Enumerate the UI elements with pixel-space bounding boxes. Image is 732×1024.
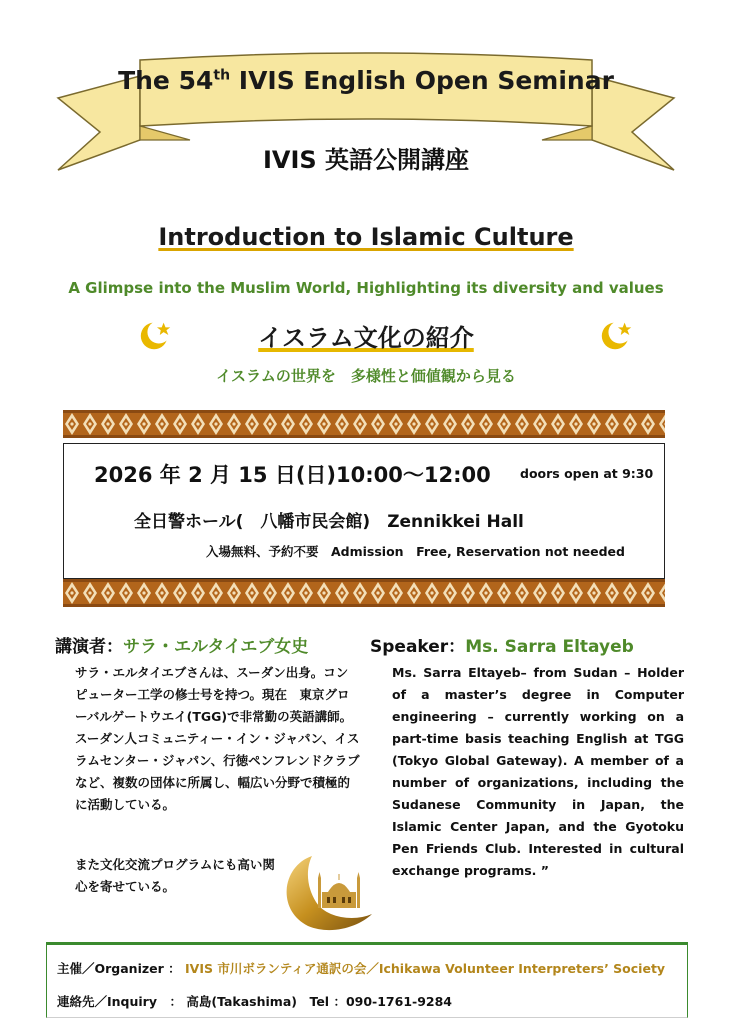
lecture-tagline-en: A Glimpse into the Muslim World, Highlighting its diversity and values xyxy=(68,279,664,297)
speaker-name-jp: サラ・エルタイエブ女史 xyxy=(123,637,309,657)
lecture-title-en: Introduction to Islamic Culture xyxy=(158,223,574,251)
doors-open-time: doors open at 9:30 xyxy=(520,466,654,481)
crescent-star-icon xyxy=(598,316,636,354)
footer-box xyxy=(46,942,688,1018)
speaker-name-en: Ms. Sarra Eltayeb xyxy=(465,637,634,657)
pattern-band-bottom xyxy=(63,579,665,607)
speaker-heading-jp: 講演者：サラ・エルタイエブ女史 xyxy=(55,637,309,657)
event-details-box xyxy=(63,443,665,579)
inquiry-contact: 高島(Takashima) Tel ：090-1761-9284 xyxy=(186,994,452,1009)
crescent-mosque-icon xyxy=(272,852,376,932)
speaker-heading-en: Speaker：Ms. Sarra Eltayeb xyxy=(370,637,634,657)
speaker-bio-jp-text: サラ・エルタイエブさんは、スーダン出身。コンピューター工学の修士号を持つ。現在 東京グローバルゲートウエイ(TGG)で非常勤の英語講師。スーダン人コミュニティー・イン・ジャパン、イスラムセンター・ジャパン、行徳ペンフレンドクラブなど、複数の団体に所属し、幅広い分野で積極的に活動している。 xyxy=(75,665,360,812)
event-venue: 全日警ホール( 八幡市民会館) Zennikkei Hall xyxy=(134,512,524,532)
speaker-bio-en: Ms. Sarra Eltayeb– from Sudan – Holder of a master’s degree in Computer engineering – currently working on a part-time basis teaching English at TGG (Tokyo Global Gateway). A member of a number of organizations, including the Sudanese Community in Japan, the Islamic Center Japan, and the Gyotoku Pen Friends Club. Interested in cultural exchange programs. ” xyxy=(392,665,684,878)
event-datetime: 2026 年 2 月 15 日(日)10:00～12:00 xyxy=(94,463,491,487)
speaker-bio-jp xyxy=(75,662,360,894)
admission-info: 入場無料、予約不要 Admission Free, Reservation not needed xyxy=(206,544,625,559)
seminar-title: The 54th IVIS English Open Seminar xyxy=(118,66,614,95)
organizer-row: 主催／Organizer ： IVIS 市川ボランティア通訳の会／Ichikawa Volunteer Interpreters’ Society xyxy=(57,961,666,976)
inquiry-row: 連絡先／Inquiry ： 高島(Takashima) Tel ：090-1761-9284 xyxy=(57,994,452,1009)
lecture-tagline-jp: イスラムの世界を 多様性と価値観から見る xyxy=(216,367,516,385)
pattern-band-top xyxy=(63,410,665,438)
seminar-title-jp: IVIS 英語公開講座 xyxy=(262,146,470,174)
speaker-bio-jp-note: また文化交流プログラムにも高い関心を寄せている。 xyxy=(75,857,275,894)
lecture-title-jp: イスラム文化の紹介 xyxy=(258,324,474,352)
organizer-name: IVIS 市川ボランティア通訳の会／Ichikawa Volunteer Interpreters’ Society xyxy=(185,961,666,976)
